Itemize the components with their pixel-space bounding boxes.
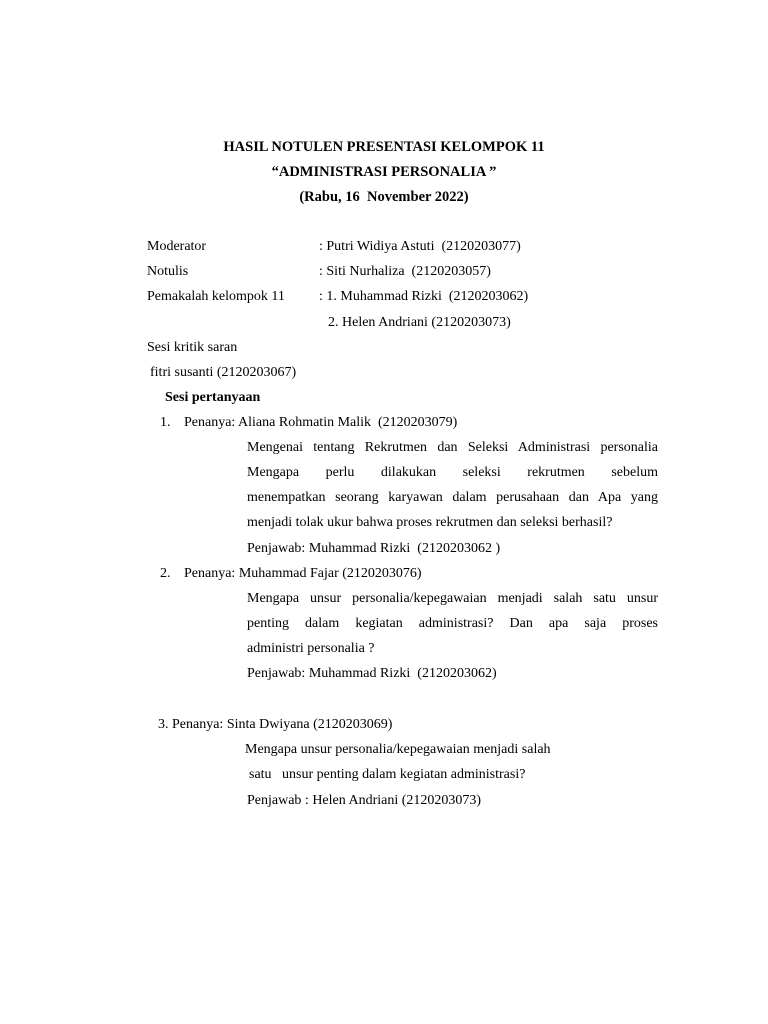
q3-penjawab: Penjawab : Helen Andriani (2120203073) — [247, 793, 482, 808]
q2-number: 2. — [160, 566, 171, 581]
q1-line-2: Mengapa perlu dilakukan seleksi rekrutmen sebelum — [247, 465, 658, 480]
document-subtitle: “ADMINISTRASI PERSONALIA ” — [271, 164, 497, 180]
q3-penanya: 3. Penanya: Sinta Dwiyana (2120203069) — [158, 717, 393, 732]
q1-penanya: Penanya: Aliana Rohmatin Malik (2120203079) — [184, 415, 458, 430]
pemakalah-label: Pemakalah kelompok 11 — [147, 289, 285, 304]
q1-line-1: Mengenai tentang Rekrutmen dan Seleksi Administrasi personalia — [247, 440, 658, 455]
q1-number: 1. — [160, 415, 171, 430]
q3-line-2: satu unsur penting dalam kegiatan administrasi? — [249, 767, 526, 782]
pemakalah-value-1: : 1. Muhammad Rizki (2120203062) — [319, 289, 529, 304]
document-title: HASIL NOTULEN PRESENTASI KELOMPOK 11 — [223, 139, 545, 155]
pemakalah-value-2: 2. Helen Andriani (2120203073) — [328, 315, 511, 330]
kritik-name: fitri susanti (2120203067) — [150, 365, 297, 380]
q2-line-2: penting dalam kegiatan administrasi? Dan apa saja proses — [247, 616, 658, 631]
q2-line-1: Mengapa unsur personalia/kepegawaian menjadi salah satu unsur — [247, 591, 658, 606]
q2-line-3: administri personalia ? — [247, 641, 375, 656]
moderator-label: Moderator — [147, 239, 207, 254]
q1-penjawab: Penjawab: Muhammad Rizki (2120203062 ) — [247, 541, 501, 556]
document-date: (Rabu, 16 November 2022) — [299, 189, 469, 205]
q2-penanya: Penanya: Muhammad Fajar (2120203076) — [184, 566, 422, 581]
q3-line-1: Mengapa unsur personalia/kepegawaian menjadi salah — [245, 742, 551, 757]
kritik-heading: Sesi kritik saran — [147, 340, 238, 355]
notulis-label: Notulis — [147, 264, 189, 279]
q2-penjawab: Penjawab: Muhammad Rizki (2120203062) — [247, 666, 497, 681]
notulis-value: : Siti Nurhaliza (2120203057) — [319, 264, 491, 279]
q1-line-4: menjadi tolak ukur bahwa proses rekrutmen dan seleksi berhasil? — [247, 515, 613, 530]
pertanyaan-heading: Sesi pertanyaan — [165, 390, 261, 405]
q1-line-3: menempatkan seorang karyawan dalam perusahaan dan Apa yang — [247, 490, 658, 505]
moderator-value: : Putri Widiya Astuti (2120203077) — [319, 239, 521, 254]
